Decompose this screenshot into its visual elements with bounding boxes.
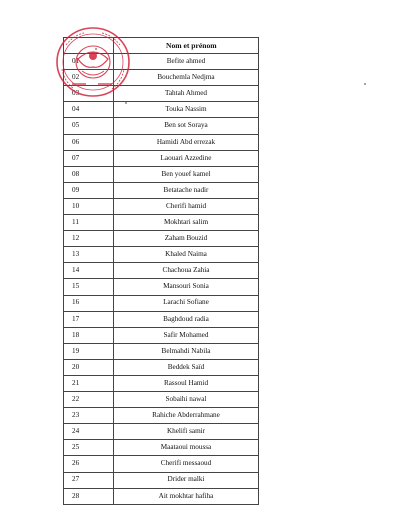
row-number: 20 bbox=[64, 359, 114, 375]
row-name: Betatache nadir bbox=[114, 182, 259, 198]
table-row bbox=[64, 392, 259, 408]
row-name: Hamidi Abd errezak bbox=[114, 134, 259, 150]
table-row bbox=[64, 247, 259, 263]
table-row bbox=[64, 424, 259, 440]
row-name: Mansouri Sonia bbox=[114, 279, 259, 295]
table-row bbox=[64, 327, 259, 343]
table-row bbox=[64, 359, 259, 375]
table-row bbox=[64, 279, 259, 295]
row-number: 11 bbox=[64, 215, 114, 231]
row-number: 22 bbox=[64, 392, 114, 408]
table-row bbox=[64, 182, 259, 198]
table-row bbox=[64, 215, 259, 231]
row-name: Belmahdi Nabila bbox=[114, 343, 259, 359]
row-name: Rahiche Abderrahmane bbox=[114, 408, 259, 424]
row-number: 16 bbox=[64, 295, 114, 311]
table-header-row bbox=[64, 38, 259, 54]
row-name: Maataoui moussa bbox=[114, 440, 259, 456]
table-row bbox=[64, 86, 259, 102]
row-number: 02 bbox=[64, 70, 114, 86]
paper-speck bbox=[364, 83, 366, 85]
row-name: Tahtah Ahmed bbox=[114, 86, 259, 102]
row-number: 06 bbox=[64, 134, 114, 150]
row-number: 12 bbox=[64, 231, 114, 247]
row-number: 04 bbox=[64, 102, 114, 118]
row-name: Befite ahmed bbox=[114, 54, 259, 70]
row-name: Zaham Bouzid bbox=[114, 231, 259, 247]
row-number: 21 bbox=[64, 375, 114, 391]
header-number bbox=[64, 38, 114, 54]
table-row bbox=[64, 311, 259, 327]
table-row bbox=[64, 118, 259, 134]
table-row bbox=[64, 488, 259, 504]
table-row bbox=[64, 166, 259, 182]
row-name: Ben youef kamel bbox=[114, 166, 259, 182]
row-name: Larachi Sofiane bbox=[114, 295, 259, 311]
row-name: Mokhtari salim bbox=[114, 215, 259, 231]
row-number: 18 bbox=[64, 327, 114, 343]
table-row bbox=[64, 102, 259, 118]
table-row bbox=[64, 295, 259, 311]
row-number: 19 bbox=[64, 343, 114, 359]
header-name: Nom et prénom bbox=[114, 38, 259, 54]
row-number: 05 bbox=[64, 118, 114, 134]
row-number: 09 bbox=[64, 182, 114, 198]
row-number: 17 bbox=[64, 311, 114, 327]
table-row bbox=[64, 343, 259, 359]
row-number: 26 bbox=[64, 456, 114, 472]
row-number: 15 bbox=[64, 279, 114, 295]
row-number: 23 bbox=[64, 408, 114, 424]
table-row bbox=[64, 456, 259, 472]
row-number: 07 bbox=[64, 150, 114, 166]
row-number: 08 bbox=[64, 166, 114, 182]
table-row bbox=[64, 472, 259, 488]
table-row bbox=[64, 70, 259, 86]
table-row bbox=[64, 134, 259, 150]
row-number: 03 bbox=[64, 86, 114, 102]
row-number: 25 bbox=[64, 440, 114, 456]
row-name: Chachoua Zahia bbox=[114, 263, 259, 279]
row-name: Cherifi messaoud bbox=[114, 456, 259, 472]
row-name: Cherifi hamid bbox=[114, 198, 259, 214]
row-name: Safir Mohamed bbox=[114, 327, 259, 343]
row-name: Sobaihi nawal bbox=[114, 392, 259, 408]
table-row bbox=[64, 231, 259, 247]
row-number: 27 bbox=[64, 472, 114, 488]
row-name: Drider malki bbox=[114, 472, 259, 488]
row-name: Touka Nassim bbox=[114, 102, 259, 118]
row-name: Baghdoud radia bbox=[114, 311, 259, 327]
row-name: Beddek Saïd bbox=[114, 359, 259, 375]
table-row bbox=[64, 408, 259, 424]
table-row bbox=[64, 440, 259, 456]
names-table bbox=[63, 37, 259, 505]
row-number: 13 bbox=[64, 247, 114, 263]
row-number: 14 bbox=[64, 263, 114, 279]
row-name: Ait mokhtar hafiha bbox=[114, 488, 259, 504]
table-row bbox=[64, 375, 259, 391]
table-body bbox=[64, 54, 259, 505]
row-name: Rassoul Hamid bbox=[114, 375, 259, 391]
table-row bbox=[64, 150, 259, 166]
row-name: Ben sot Soraya bbox=[114, 118, 259, 134]
paper-speck bbox=[95, 48, 97, 50]
table-row bbox=[64, 263, 259, 279]
row-name: Khelifi samir bbox=[114, 424, 259, 440]
row-number: 24 bbox=[64, 424, 114, 440]
row-name: Laouari Azzedine bbox=[114, 150, 259, 166]
row-number: 28 bbox=[64, 488, 114, 504]
row-number: 01 bbox=[64, 54, 114, 70]
row-name: Khaled Naima bbox=[114, 247, 259, 263]
table-row bbox=[64, 54, 259, 70]
paper-speck bbox=[125, 102, 127, 104]
row-number: 10 bbox=[64, 198, 114, 214]
row-name: Bouchemla Nedjma bbox=[114, 70, 259, 86]
table-row bbox=[64, 198, 259, 214]
